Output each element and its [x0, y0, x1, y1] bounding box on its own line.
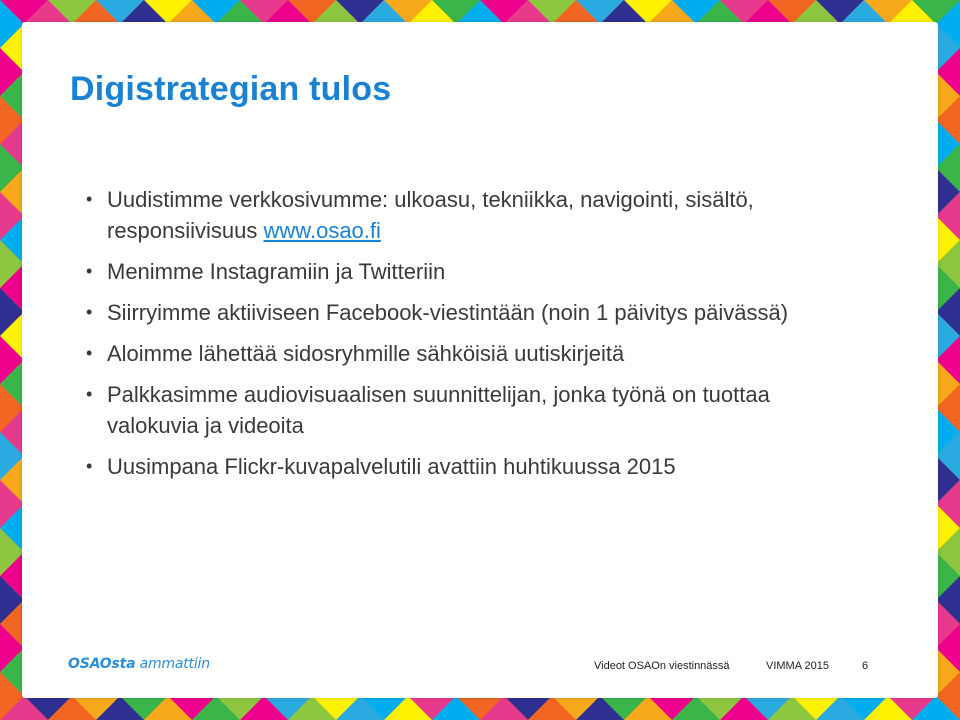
bullet-item: [84, 451, 864, 482]
bullet-text: Menimme Instagramiin ja Twitteriin: [107, 259, 446, 284]
footer-event: VIMMA 2015: [766, 660, 829, 672]
bullet-text: Uudistimme verkkosivumme: ulkoasu, tekniikka, navigointi, sisältö, responsiivisuus: [107, 187, 754, 243]
bullet-item: [84, 338, 864, 369]
logo-bold-text: OSAOsta: [68, 656, 136, 672]
bullet-dot-icon: •: [86, 343, 93, 363]
osao-logo: [68, 656, 210, 672]
website-link[interactable]: www.osao.fi: [263, 218, 381, 243]
bullet-item: [84, 256, 864, 287]
bullet-dot-icon: •: [86, 189, 93, 209]
bullet-dot-icon: •: [86, 456, 93, 476]
bullet-text: Siirryimme aktiiviseen Facebook-viestintään (noin 1 päivitys päivässä): [107, 300, 789, 325]
bullet-item: [84, 184, 864, 246]
bullet-dot-icon: •: [86, 384, 93, 404]
bullet-text: Aloimme lähettää sidosryhmille sähköisiä uutiskirjeitä: [107, 341, 625, 366]
bullet-list: [84, 184, 864, 492]
bullet-dot-icon: •: [86, 261, 93, 281]
bullet-item: [84, 297, 864, 328]
page-number: 6: [862, 660, 869, 672]
footer-presentation-title: Videot OSAOn viestinnässä: [594, 660, 730, 672]
bullet-text: Uusimpana Flickr-kuvapalvelutili avattiin huhtikuussa 2015: [107, 454, 676, 479]
slide-title: Digistrategian tulos: [70, 70, 392, 108]
bullet-dot-icon: •: [86, 302, 93, 322]
bullet-item: [84, 379, 864, 441]
logo-light-text: ammattiin: [135, 656, 210, 672]
bullet-text: Palkkasimme audiovisuaalisen suunnittelijan, jonka työnä on tuottaa valokuvia ja videoita: [107, 382, 770, 438]
